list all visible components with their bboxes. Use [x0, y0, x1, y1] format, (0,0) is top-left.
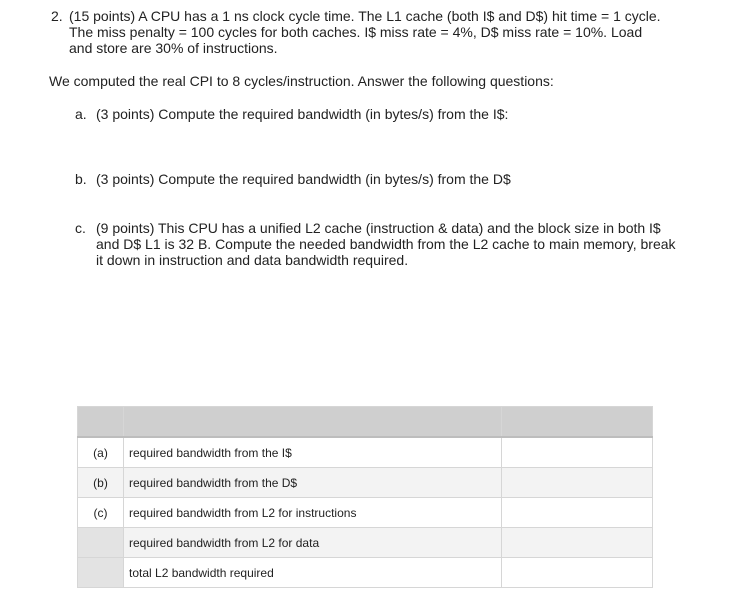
table-row — [78, 498, 653, 528]
answer-cell[interactable] — [502, 498, 653, 528]
part-b-letter: b. — [75, 171, 87, 187]
table-header-cell — [124, 407, 502, 438]
intro-text: We computed the real CPI to 8 cycles/instruction. Answer the following questions: — [49, 73, 554, 89]
table-header-cell — [502, 407, 653, 438]
table-header-row — [78, 407, 653, 438]
answer-cell[interactable] — [502, 558, 653, 588]
row-label: (a) — [78, 437, 124, 468]
part-b-text: (3 points) Compute the required bandwidth (in bytes/s) from the D$ — [96, 171, 511, 187]
row-description: required bandwidth from L2 for instructions — [124, 498, 502, 528]
row-description: total L2 bandwidth required — [124, 558, 502, 588]
row-label — [78, 528, 124, 558]
row-label: (c) — [78, 498, 124, 528]
question-number: 2. — [51, 8, 63, 24]
part-c-letter: c. — [75, 220, 86, 236]
row-description: required bandwidth from L2 for data — [124, 528, 502, 558]
row-label: (b) — [78, 468, 124, 498]
part-a-text: (3 points) Compute the required bandwidth (in bytes/s) from the I$: — [96, 106, 509, 122]
table-row — [78, 528, 653, 558]
answer-cell[interactable] — [502, 528, 653, 558]
answer-cell[interactable] — [502, 437, 653, 468]
row-description: required bandwidth from the D$ — [124, 468, 502, 498]
answer-cell[interactable] — [502, 468, 653, 498]
table-header-cell — [78, 407, 124, 438]
row-label — [78, 558, 124, 588]
part-c-text: (9 points) This CPU has a unified L2 cache (instruction & data) and the block size in both I$ and D$ L1 is 32 B. Compute the needed bandwidth from the L2 cache to main memory, break it down in instruction and data bandwidth required. — [96, 220, 676, 268]
table-row — [78, 558, 653, 588]
part-a-letter: a. — [75, 106, 87, 122]
row-description: required bandwidth from the I$ — [124, 437, 502, 468]
question-text: (15 points) A CPU has a 1 ns clock cycle time. The L1 cache (both I$ and D$) hit time = 1 cycle. The miss penalty = 100 cycles for both caches. I$ miss rate = 4%, D$ miss rate = 10%. Load and store are 30% of instructions. — [69, 8, 661, 56]
table-row — [78, 468, 653, 498]
table-row — [78, 437, 653, 468]
answer-table — [77, 406, 653, 588]
